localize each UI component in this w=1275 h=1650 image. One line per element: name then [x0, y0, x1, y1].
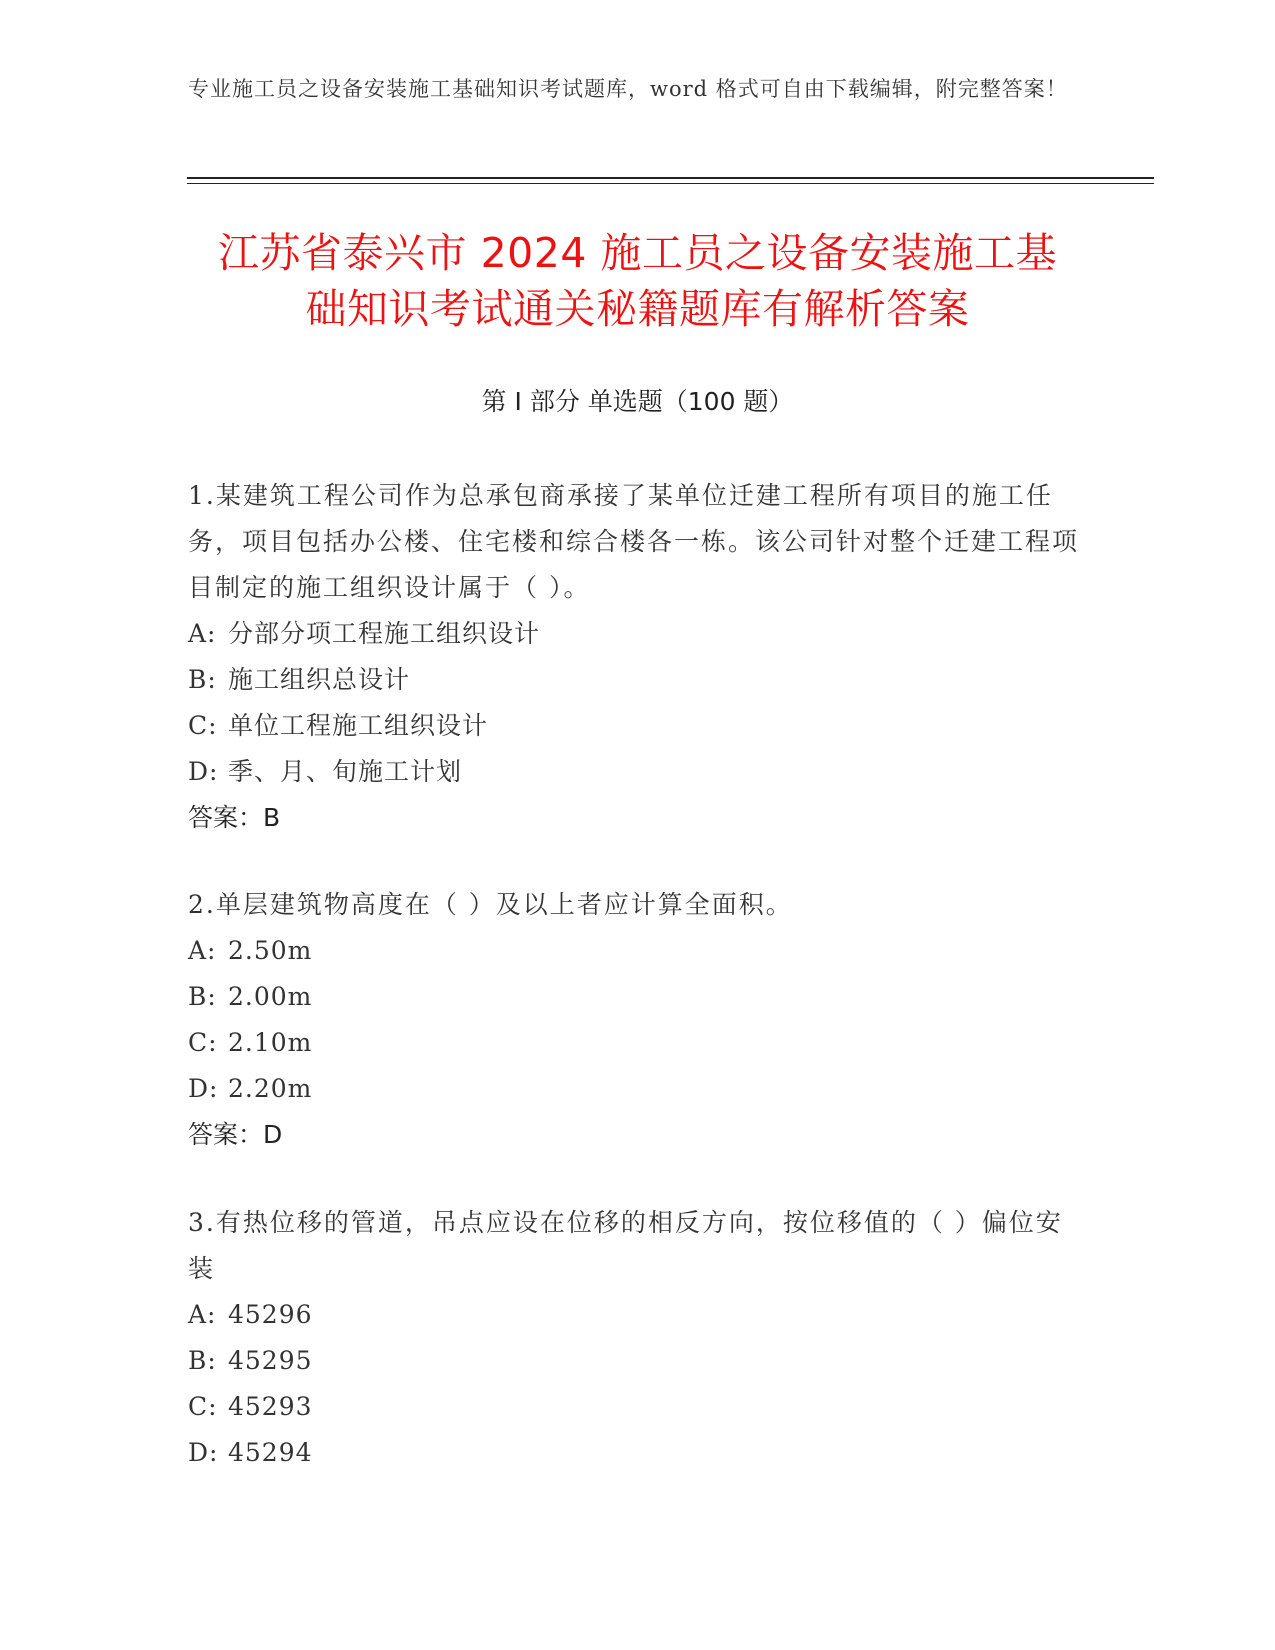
option-b: [188, 657, 1088, 703]
option-text: 45293: [228, 1392, 313, 1421]
option-d: [188, 1430, 1088, 1476]
document-title-line-2: 础知识考试通关秘籍题库有解析答案: [305, 285, 970, 333]
question-stem: 2.单层建筑物高度在（ ）及以上者应计算全面积。: [188, 890, 793, 919]
option-letter: C:: [188, 1028, 218, 1057]
header-divider-thick: [187, 177, 1154, 179]
option-text: 2.20m: [228, 1074, 313, 1103]
option-text: 分部分项工程施工组织设计: [228, 619, 541, 648]
option-letter: B:: [188, 1346, 217, 1375]
option-b: [188, 974, 1088, 1020]
option-letter: D:: [188, 757, 219, 786]
option-letter: A:: [188, 936, 217, 965]
option-text: 45294: [228, 1438, 313, 1467]
document-title: [150, 225, 1125, 337]
section-title: 第 I 部分 单选题（100 题）: [481, 387, 794, 416]
document-title-line-1: 江苏省泰兴市 2024 施工员之设备安装施工基: [218, 229, 1057, 277]
option-a: [188, 1292, 1088, 1338]
option-text: 2.50m: [228, 936, 313, 965]
question-1: [188, 473, 1088, 841]
option-letter: B:: [188, 982, 217, 1011]
option-a: [188, 928, 1088, 974]
header-divider-thin: [187, 183, 1154, 184]
option-letter: C:: [188, 711, 218, 740]
option-text: 施工组织总设计: [228, 665, 411, 694]
option-c: [188, 1384, 1088, 1430]
option-letter: D:: [188, 1438, 219, 1467]
option-text: 单位工程施工组织设计: [228, 711, 489, 740]
option-letter: D:: [188, 1074, 219, 1103]
option-d: [188, 1066, 1088, 1112]
option-letter: A:: [188, 619, 217, 648]
option-text: 45295: [228, 1346, 313, 1375]
option-letter: A:: [188, 1300, 217, 1329]
option-c: [188, 1020, 1088, 1066]
option-letter: B:: [188, 665, 217, 694]
header-note: 专业施工员之设备安装施工基础知识考试题库，word 格式可自由下载编辑，附完整答案！: [188, 77, 1068, 101]
option-c: [188, 703, 1088, 749]
question-3: [188, 1200, 1088, 1476]
question-stem: 1.某建筑工程公司作为总承包商承接了某单位迁建工程所有项目的施工任务，项目包括办公楼、住宅楼和综合楼各一栋。该公司针对整个迁建工程项目制定的施工组织设计属于（ ）。: [188, 481, 1080, 602]
option-text: 2.00m: [228, 982, 313, 1011]
question-stem: 3.有热位移的管道，吊点应设在位移的相反方向，按位移值的（ ）偏位安装: [188, 1208, 1063, 1283]
option-a: [188, 611, 1088, 657]
answer: 答案：D: [188, 1120, 283, 1149]
option-b: [188, 1338, 1088, 1384]
answer: 答案：B: [188, 803, 281, 832]
option-text: 季、月、旬施工计划: [228, 757, 463, 786]
option-text: 45296: [228, 1300, 313, 1329]
option-text: 2.10m: [228, 1028, 313, 1057]
question-2: [188, 882, 1088, 1158]
option-d: [188, 749, 1088, 795]
option-letter: C:: [188, 1392, 218, 1421]
